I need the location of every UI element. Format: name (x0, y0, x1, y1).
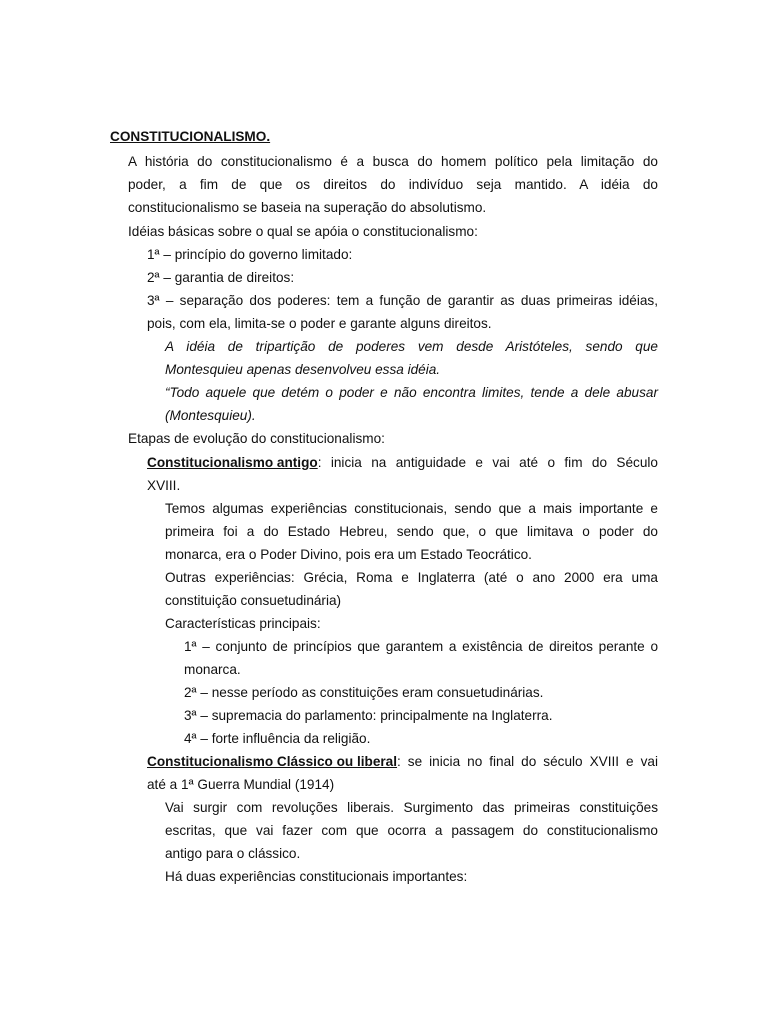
antigo-description: : inicia na antiguidade e vai até o fim do Século (317, 455, 658, 470)
antigo-heading-line (147, 454, 658, 472)
antigo-para-1-line-1: Temos algumas experiências constitucionais, sendo que a mais importante e (165, 501, 658, 516)
antigo-term: Constitucionalismo antigo (147, 455, 318, 470)
antigo-para-2-line-1: Outras experiências: Grécia, Roma e Inglaterra (até o ano 2000 era uma (165, 570, 658, 585)
characteristic-4: 4ª – forte influência da religião. (184, 731, 371, 746)
intro-line-2: poder, a fim de que os direitos do indivíduo seja mantido. A idéia do (128, 177, 658, 192)
note-2-line-1: “Todo aquele que detém o poder e não encontra limites, tende a dele abusar (165, 385, 658, 400)
classico-para-1-line-3: antigo para o clássico. (165, 846, 301, 861)
classico-description: : se inicia no final do século XVIII e vai (397, 754, 658, 769)
classico-para-1-line-1: Vai surgir com revoluções liberais. Surgimento das primeiras constituições (165, 800, 658, 815)
antigo-line-2: XVIII. (147, 478, 181, 493)
characteristic-3: 3ª – supremacia do parlamento: principalmente na Inglaterra. (184, 708, 553, 723)
characteristic-1-line-1: 1ª – conjunto de princípios que garantem a existência de direitos perante o (184, 639, 658, 654)
note-1-line-2: Montesquieu apenas desenvolveu essa idéia. (165, 362, 441, 377)
classico-heading-line (147, 753, 658, 771)
idea-3-line-1: 3ª – separação dos poderes: tem a função de garantir as duas primeiras idéias, (147, 293, 658, 308)
classico-para-2: Há duas experiências constitucionais importantes: (165, 869, 468, 884)
antigo-para-1-line-2: primeira foi a do Estado Hebreu, sendo que, o que limitava o poder do (165, 524, 658, 539)
classico-term: Constitucionalismo Clássico ou liberal (147, 754, 398, 769)
idea-2: 2ª – garantia de direitos: (147, 270, 295, 285)
classico-para-1-line-2: escritas, que vai fazer com que ocorra a passagem do constitucionalismo (165, 823, 658, 838)
intro-line-3: constitucionalismo se baseia na superação do absolutismo. (128, 200, 487, 215)
note-2-line-2: (Montesquieu). (165, 408, 256, 423)
note-1-line-1: A idéia de tripartição de poderes vem desde Aristóteles, sendo que (165, 339, 658, 354)
stages-heading: Etapas de evolução do constitucionalismo: (128, 431, 385, 446)
idea-3-line-2: pois, com ela, limita-se o poder e garante alguns direitos. (147, 316, 492, 331)
intro-line-1: A história do constitucionalismo é a busca do homem político pela limitação do (128, 154, 658, 169)
classico-line-2: até a 1ª Guerra Mundial (1914) (147, 777, 335, 792)
antigo-para-1-line-3: monarca, era o Poder Divino, pois era um Estado Teocrático. (165, 547, 532, 562)
characteristics-heading: Características principais: (165, 616, 321, 631)
antigo-para-2-line-2: constituição consuetudinária) (165, 593, 342, 608)
characteristic-1-line-2: monarca. (184, 662, 241, 677)
ideas-heading: Idéias básicas sobre o qual se apóia o constitucionalismo: (128, 224, 478, 239)
idea-1: 1ª – princípio do governo limitado: (147, 247, 353, 262)
page-title: CONSTITUCIONALISMO. (110, 129, 271, 144)
characteristic-2: 2ª – nesse período as constituições eram consuetudinárias. (184, 685, 544, 700)
